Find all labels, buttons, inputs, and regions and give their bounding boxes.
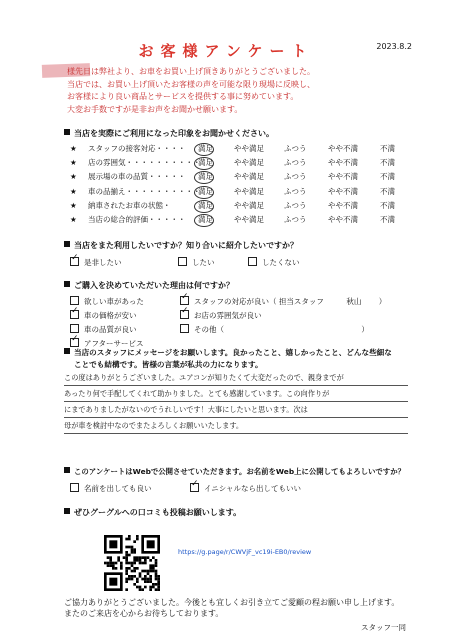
rating-option[interactable]: 不満 [380, 186, 395, 196]
rating-option[interactable]: ふつう [284, 172, 307, 182]
square-bullet-icon [64, 508, 70, 514]
q3-option-label: 欲しい車があった [84, 297, 144, 306]
square-bullet-icon [64, 467, 70, 473]
checkbox-icon[interactable] [70, 310, 79, 319]
square-bullet-icon [64, 129, 70, 135]
q4-heading [64, 347, 392, 371]
intro-text [67, 66, 315, 116]
rating-option[interactable]: 満足 [198, 172, 213, 182]
q4-title-line: 当店のスタッフにメッセージをお願いします。良かったこと、嬉しかったこと、どんな些細な [74, 348, 392, 357]
checkbox-icon[interactable] [180, 296, 189, 305]
qr-code-icon[interactable] [104, 535, 160, 591]
q5-title: このアンケートはWebで公開させていただきます。お名前をWeb上に公開してもよろしいですか？ [74, 467, 405, 476]
q3-option-label: アフターサービス [84, 339, 144, 348]
rating-row [70, 213, 400, 227]
rating-row [70, 185, 400, 199]
rating-row [70, 156, 400, 170]
rating-option[interactable]: 不満 [380, 200, 395, 210]
square-bullet-icon [64, 241, 70, 247]
checkbox-icon[interactable] [70, 483, 79, 492]
closing-text [64, 597, 399, 619]
q3-option[interactable] [70, 310, 137, 321]
star-icon: ★ [70, 215, 77, 224]
square-bullet-icon [64, 281, 70, 287]
closing-line: またのご来店を心からお待ちしております。 [64, 609, 224, 618]
signature: スタッフ一同 [361, 623, 406, 632]
rating-option[interactable]: 満足 [198, 144, 213, 153]
checkbox-icon[interactable] [248, 257, 257, 266]
rating-row [70, 170, 400, 184]
message-line: あったり何で手配してくれて助かりました。とても感謝しています。この向作りが [64, 386, 408, 402]
rating-option[interactable]: やや不満 [328, 200, 358, 210]
star-icon: ★ [70, 200, 77, 210]
q1-heading [64, 128, 274, 139]
rating-option[interactable]: やや満足 [234, 200, 264, 210]
rating-option[interactable]: ふつう [284, 186, 307, 196]
rating-option[interactable]: 満足 [198, 215, 213, 224]
rating-option[interactable]: やや満足 [234, 144, 264, 153]
checkbox-icon[interactable] [180, 324, 189, 333]
q2-title: 当店をまた利用したいですか？知り合いに紹介したいですか？ [74, 241, 298, 250]
star-icon: ★ [70, 144, 77, 153]
q3-option-label: その他（ ） [194, 325, 369, 334]
rating-option[interactable]: 不満 [380, 215, 395, 224]
page-title: お客様アンケート [138, 42, 314, 60]
q6-title: ぜひグーグルへの口コミも投稿お願いします。 [74, 508, 242, 517]
q3-heading [64, 280, 234, 291]
rating-option[interactable]: ふつう [284, 158, 307, 168]
message-line: にまでありましたがないのでうれしいです！大事にしたいと思います。次は [64, 402, 408, 418]
square-bullet-icon [64, 348, 70, 354]
q2-option[interactable] [70, 257, 122, 268]
q3-option[interactable] [180, 310, 262, 321]
intro-line: 当店では、お買い上げ頂いたお客様の声を可能な限り現場に反映し、 [67, 79, 315, 89]
rating-option[interactable]: やや満足 [234, 158, 264, 168]
rating-label: 納車されたお車の状態・ [88, 200, 171, 210]
q3-option[interactable] [70, 296, 144, 307]
q3-option[interactable] [180, 324, 369, 335]
rating-option[interactable]: やや不満 [328, 172, 358, 182]
rating-option[interactable]: やや不満 [328, 186, 358, 196]
q2-option-label: したい [192, 258, 215, 267]
rating-label: 当店の総合的評価・・・・・ [88, 215, 186, 224]
rating-option[interactable]: 満足 [198, 186, 213, 196]
rating-option[interactable]: やや不満 [328, 144, 358, 153]
rating-option[interactable]: 不満 [380, 144, 395, 153]
rating-option[interactable]: 満足 [198, 158, 213, 168]
q2-option-label: したくない [262, 258, 300, 267]
checkbox-icon[interactable] [70, 324, 79, 333]
q3-option-label: お店の雰囲気が良い [194, 311, 262, 320]
checkbox-icon[interactable] [190, 483, 199, 492]
q3-option-label: 車の品質が良い [84, 325, 137, 334]
closing-line: ご協力ありがとうございました。今後とも宜しくお引き立てご愛顧の程お願い申し上げます。 [64, 598, 400, 607]
survey-date: 2023.8.2 [376, 42, 412, 51]
rating-option[interactable]: 満足 [198, 200, 213, 210]
intro-line: お客様により良い商品とサービスを提供する事に努めています。 [67, 92, 299, 101]
rating-option[interactable]: やや満足 [234, 215, 264, 224]
rating-option[interactable]: ふつう [284, 200, 307, 210]
checkbox-icon[interactable] [70, 338, 79, 347]
rating-option[interactable]: やや満足 [234, 172, 264, 182]
star-icon: ★ [70, 186, 77, 196]
q3-title: ご購入を決めていただいた理由は何ですか？ [74, 281, 234, 290]
intro-line: 様先日は弊社より、お車をお買い上げ頂きありがとうございました。 [67, 67, 315, 76]
message-line: この度はありがとうございました。ユアコンが知りたくて大変だったので、親身までが [64, 370, 408, 386]
selected-circle-icon [194, 214, 214, 227]
q1-title: 当店を実際にご利用になった印象をお聞かせください。 [74, 129, 274, 138]
rating-option[interactable]: やや不満 [328, 215, 358, 224]
rating-option[interactable]: ふつう [284, 215, 307, 224]
selected-circle-icon [194, 186, 214, 199]
rating-option[interactable]: 不満 [380, 158, 395, 168]
q3-option[interactable] [70, 324, 137, 335]
rating-row [70, 142, 400, 156]
star-icon: ★ [70, 172, 77, 182]
intro-line: 大変お手数ですが是非お声をお聞かせ願います。 [67, 104, 243, 114]
review-url-link[interactable]: https://g.page/r/CWVjF_vc19i-EB0/review [178, 548, 312, 556]
q5-heading [64, 466, 405, 477]
rating-label: 展示場の車の品質・・・・・ [88, 172, 186, 182]
q5-option[interactable] [70, 483, 152, 494]
checkbox-icon[interactable] [70, 257, 79, 266]
selected-circle-icon [194, 200, 214, 213]
rating-label: 店の雰囲気・・・・・・・・・・ [88, 158, 201, 168]
rating-label: スタッフの接客対応・・・・ [88, 144, 186, 153]
rating-option[interactable]: 不満 [380, 172, 395, 182]
rating-option[interactable]: ふつう [284, 144, 307, 153]
q6-heading [64, 507, 241, 518]
star-icon: ★ [70, 158, 77, 168]
rating-label: 車の品揃え・・・・・・・・・・ [88, 186, 201, 196]
q5-option-label: 名前を出しても良い [84, 484, 152, 493]
q2-option-label: 是非したい [84, 258, 122, 267]
rating-row [70, 199, 400, 213]
q2-option[interactable] [178, 257, 215, 268]
message-line: 母が車を検討中なのでまたよろしくお願いいたします。 [64, 418, 408, 434]
q5-option-label: イニシャルなら出してもいい [204, 484, 302, 493]
q4-title-line: ことでも結構です。皆様の言葉が私共の力になります。 [74, 360, 263, 369]
handwritten-message [64, 370, 408, 434]
q3-option-label: 車の価格が安い [84, 311, 137, 320]
q3-option-label: スタッフの対応が良い（ 担当スタッフ 秋山 ） [194, 297, 387, 306]
selected-circle-icon [194, 143, 214, 156]
q2-heading [64, 240, 298, 251]
q2-option[interactable] [248, 257, 300, 268]
checkbox-icon[interactable] [178, 257, 187, 266]
checkbox-icon[interactable] [180, 310, 189, 319]
q3-option[interactable] [180, 296, 386, 307]
rating-option[interactable]: やや満足 [234, 186, 264, 196]
rating-option[interactable]: やや不満 [328, 158, 358, 168]
checkbox-icon[interactable] [70, 296, 79, 305]
q5-option[interactable] [190, 483, 301, 494]
